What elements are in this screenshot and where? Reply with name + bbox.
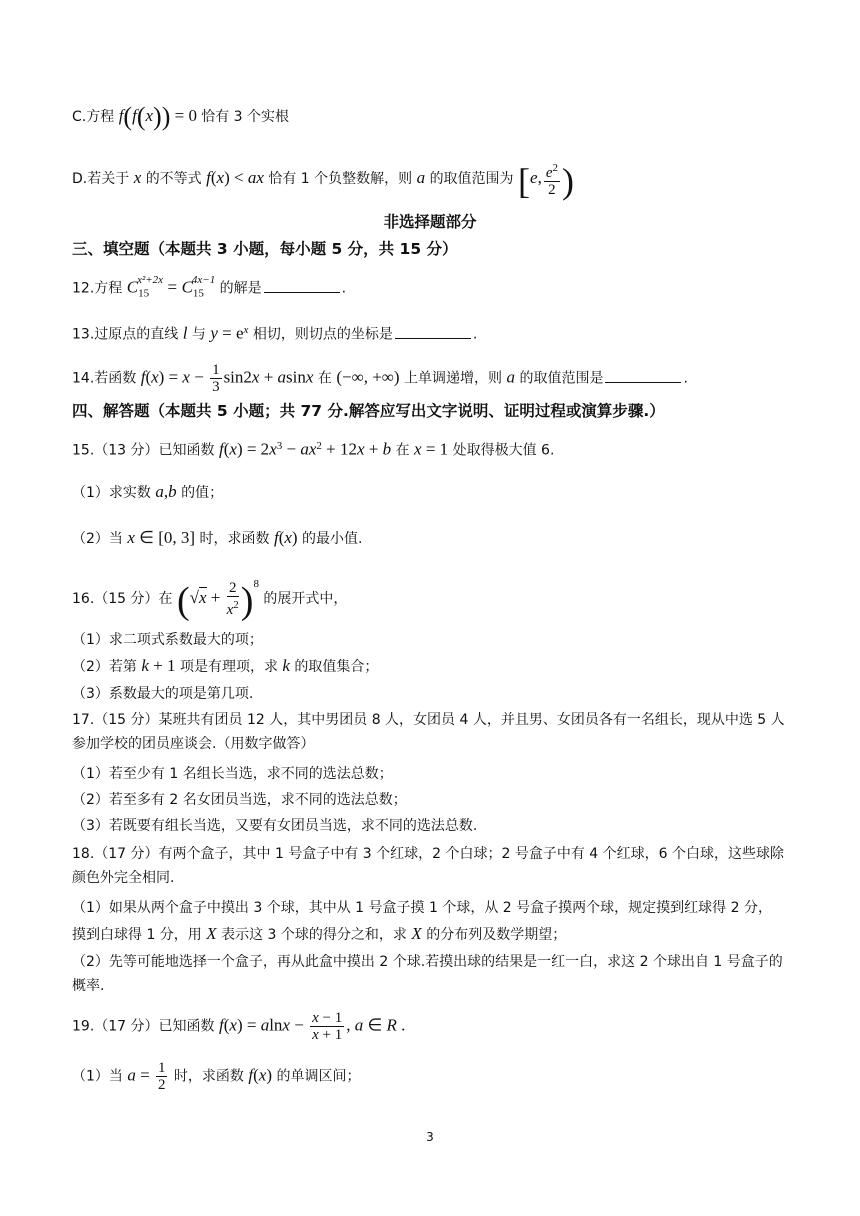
question-15-part-2: （2）当 x ∈ [0, 3] 时，求函数 f(x) 的最小值.: [72, 528, 363, 547]
answer-blank-14[interactable]: [605, 368, 681, 383]
question-18-part-1a: （1）如果从两个盒子中摸出 3 个球，其中从 1 号盒子摸 1 个球，从 2 号盒子摸两个球，规定摸到红球得 2 分，: [72, 900, 772, 916]
answer-blank-12[interactable]: [264, 278, 340, 293]
question-17-part-1: （1）若至少有 1 名组长当选，求不同的选法总数；: [72, 766, 393, 782]
option-c: C.方程 f(f(x)) = 0 恰有 3 个实根: [72, 102, 290, 131]
part-title: 非选择题部分: [383, 213, 477, 231]
question-16-part-3: （3）系数最大的项是第几项.: [72, 686, 254, 702]
question-18-part-1b: 摸到白球得 1 分，用 X 表示这 3 个球的得分之和，求 X 的分布列及数学期望；: [72, 924, 567, 943]
option-c-tail: 恰有 3 个实根: [201, 109, 290, 125]
question-17: 17.（15 分）某班共有团员 12 人，其中男团员 8 人，女团员 4 人，并且男、女团员各有一名组长，现从中选 5 人参加学校的团员座谈会.（用数字做答）: [72, 712, 785, 752]
question-16: 16.（15 分）在 (√x + $\frac{2}{x^2}$ )$^8$ 的展开式中，: [72, 578, 348, 622]
section-4-title: 四、解答题（本题共 5 小题；共 77 分.解答应写出文字说明、证明过程或演算步骤.）: [72, 402, 665, 420]
option-c-label: C.方程: [72, 109, 115, 125]
answer-blank-13[interactable]: [395, 324, 471, 339]
section-3-title: 三、填空题（本题共 3 小题，每小题 5 分，共 15 分）: [72, 240, 458, 258]
option-d: D.若关于 x 的不等式 f(x) < ax 恰有 1 个负整数解，则 a 的取值范围为 [e, $\frac{e^2}{2}$ ): [72, 161, 574, 201]
question-17-part-3: （3）若既要有组长当选，又要有女团员当选，求不同的选法总数.: [72, 818, 478, 834]
question-15-part-1: （1）求实数 a,b 的值；: [72, 482, 224, 501]
option-d-label: D.若关于: [72, 171, 130, 187]
question-18-part-2: （2）先等可能地选择一个盒子，再从此盒中摸出 2 个球.若摸出球的结果是一红一白，求这 2 个球出自 1 号盒子的概率.: [72, 954, 783, 994]
question-17-part-2: （2）若至多有 2 名女团员当选，求不同的选法总数；: [72, 792, 407, 808]
page-number: 3: [426, 1130, 434, 1144]
question-18: 18.（17 分）有两个盒子，其中 1 号盒子中有 3 个红球，2 个白球；2 号盒子中有 4 个红球，6 个白球，这些球除颜色外完全相同.: [72, 846, 785, 886]
question-19-part-1: （1）当 a = $\frac{1}{2}$ 时，求函数 f(x) 的单调区间；: [72, 1060, 361, 1093]
question-12: 12.方程 $C_{15}^{x^2+2x} = C_{15}^{4x-1}$ 的解是 .: [72, 274, 347, 300]
question-16-part-1: （1）求二项式系数最大的项；: [72, 632, 263, 648]
question-19: 19.（17 分）已知函数 f(x) = alnx − $\frac{x - 1}{x + 1}$ , a ∈ R .: [72, 1010, 406, 1043]
question-13: 13.过原点的直线 l 与 $y = e^x$ 相切，则切点的坐标是 .: [72, 323, 478, 343]
question-16-part-2: （2）若第 k + 1 项是有理项，求 k 的取值集合；: [72, 656, 379, 675]
question-15: 15.（13 分）已知函数 $f(x) = 2x^3 - ax^2 + 12x + b$ 在 x = 1 处取得极大值 6.: [72, 439, 555, 459]
question-14: 14.若函数 f(x) = x − $\frac{1}{3}$ sin2x + asinx 在 (−∞, +∞) 上单调递增，则 a 的取值范围是 .: [72, 362, 688, 395]
